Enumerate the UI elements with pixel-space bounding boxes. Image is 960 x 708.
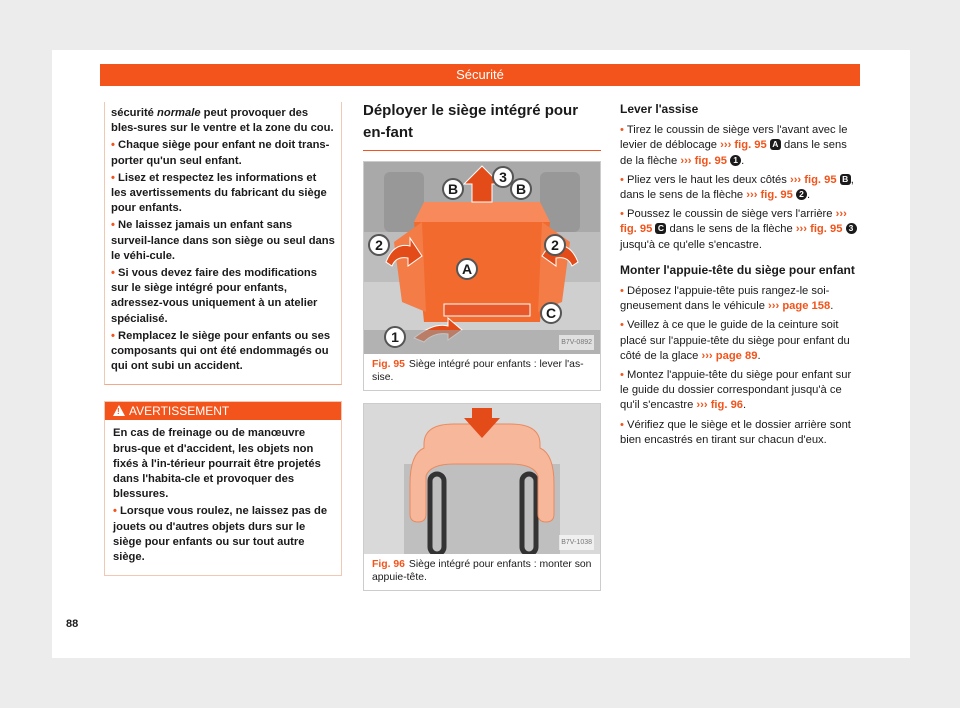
list-item: • Poussez le coussin de siège vers l'arrière ››› fig. 95 C dans le sens de la flèche ››› fig. 95 3 jusqu'à ce qu'elle s'encastre. <box>620 207 860 253</box>
figure-link[interactable]: ››› fig. 95 <box>795 223 843 236</box>
callout-1: 1 <box>384 326 406 348</box>
page-link[interactable]: ››› page 158 <box>768 300 831 313</box>
callout-3: 3 <box>492 166 514 188</box>
list-item: • Déposez l'appuie-tête puis rangez-le soi-gneusement dans le véhicule ››› page 158. <box>620 285 834 313</box>
bullet-icon: • <box>620 319 628 332</box>
subheading: Lever l'assise <box>620 102 699 116</box>
seat-illustration-svg <box>364 162 600 354</box>
bullet-icon: • <box>111 139 119 152</box>
figure-link[interactable]: ››› fig. 95 <box>789 173 837 186</box>
column-right <box>620 102 860 452</box>
bullet-icon: • <box>620 285 628 298</box>
list-item: • Si vous devez faire des modifications sur le siège intégré pour enfants, adressez-vous uniquement à un atelier spécialisé. <box>111 267 318 325</box>
list-item: • Pliez vers le haut les deux côtés ››› fig. 95 B , dans le sens de la flèche ››› fig. 95 2 . <box>620 173 854 202</box>
bullet-icon: • <box>620 124 627 137</box>
callout-key: B <box>840 174 851 185</box>
figure-96 <box>363 403 601 591</box>
bullet-icon: • <box>620 369 628 382</box>
list-item: • Lisez et respectez les informations et les avertissements du fabricant du siège pour enfants. <box>111 171 327 215</box>
list-item: • Ne laissez jamais un enfant sans surveil-lance dans son siège ou seul dans le véhi-cule. <box>111 219 335 262</box>
bullet-icon: • <box>113 505 121 518</box>
callout-key: 3 <box>846 223 857 234</box>
bullet-icon: • <box>111 171 119 184</box>
callout-a: A <box>456 258 478 280</box>
warning-text: En cas de freinage ou de manœuvre brus-que et d'accident, les objets non fixés à l'in-térieur pourrait être projetés dans l'habita-cle et provoquer des blessures. <box>113 427 321 501</box>
callout-key: 2 <box>796 189 807 200</box>
bullet-icon: • <box>620 418 628 431</box>
seat-lift-illustration <box>364 162 600 354</box>
page-number: 88 <box>66 618 79 630</box>
figure-link[interactable]: ››› fig. 95 <box>720 139 767 152</box>
callout-2-left: 2 <box>368 234 390 256</box>
warning-box <box>104 401 342 576</box>
bullet-icon: • <box>111 329 119 342</box>
callout-key: C <box>655 223 666 234</box>
intro-paragraph: sécurité normale peut provoquer des bles-sures sur le ventre et la zone du cou. <box>111 107 334 135</box>
list-item: • Lorsque vous roulez, ne laissez pas de jouets ou d'autres objets durs sur le siège pour enfants ou sur tout autre siège. <box>113 505 328 564</box>
bullet-icon: • <box>620 173 628 186</box>
figure-caption: Fig. 96 Siège intégré pour enfants : monter son appuie-tête. <box>372 559 592 583</box>
callout-c: C <box>540 302 562 324</box>
column-middle <box>363 100 601 591</box>
figure-caption: Fig. 95 Siège intégré pour enfants : lever l'as-sise. <box>372 359 584 383</box>
figure-link[interactable]: ››› fig. 95 <box>746 189 793 202</box>
bullet-icon: • <box>111 219 119 232</box>
figure-code: B7V-0892 <box>559 335 594 350</box>
callout-b-right: B <box>510 178 532 200</box>
headrest-illustration <box>364 404 600 554</box>
section-header: Sécurité <box>100 64 860 86</box>
callout-key: 1 <box>730 155 741 166</box>
warning-body <box>105 420 341 575</box>
figure-link[interactable]: ››› fig. 95 <box>680 154 727 167</box>
list-item: • Tirez le coussin de siège vers l'avant avec le levier de déblocage ››› fig. 95 A dans le sens de la flèche ››› fig. 95 1 . <box>620 124 848 167</box>
list-item: • Montez l'appuie-tête du siège pour enfant sur le guide du dossier correspondant jusqu'à ce qu'il s'encastre ››› fig. 96. <box>620 369 852 412</box>
list-item: • Chaque siège pour enfant ne doit trans-porter qu'un seul enfant. <box>111 139 330 167</box>
list-item: • Veillez à ce que le guide de la ceinture soit placé sur l'appuie-tête du siège pour enfant du côté de la glace ››› page 89. <box>620 319 850 362</box>
warning-continuation <box>104 102 342 385</box>
figure-link[interactable]: ››› fig. 95 <box>620 208 847 236</box>
column-left <box>104 102 342 576</box>
callout-2-right: 2 <box>544 234 566 256</box>
list-item: • Vérifiez que le siège et le dossier arrière sont bien encastrés en tirant sur chacun d'eux. <box>620 418 851 446</box>
figure-95 <box>363 161 601 391</box>
subheading: Monter l'appuie-tête du siège pour enfant <box>620 262 855 277</box>
callout-b-left: B <box>442 178 464 200</box>
figure-link[interactable]: ››› fig. 96 <box>696 399 744 412</box>
warning-triangle-icon <box>113 405 125 416</box>
headrest-illustration-svg <box>364 404 600 554</box>
list-item: • Remplacez le siège pour enfants ou ses composants qui ont été endommagés ou qui ont subi un accident. <box>111 329 331 373</box>
bullet-icon: • <box>620 208 628 221</box>
callout-key: A <box>770 139 781 150</box>
figure-code: B7V-1038 <box>559 535 594 550</box>
section-title: Déployer le siège intégré pour en-fant <box>363 100 601 151</box>
page-link[interactable]: ››› page 89 <box>701 349 758 362</box>
warning-header: ! AVERTISSEMENT <box>105 402 341 420</box>
bullet-icon: • <box>111 267 119 280</box>
